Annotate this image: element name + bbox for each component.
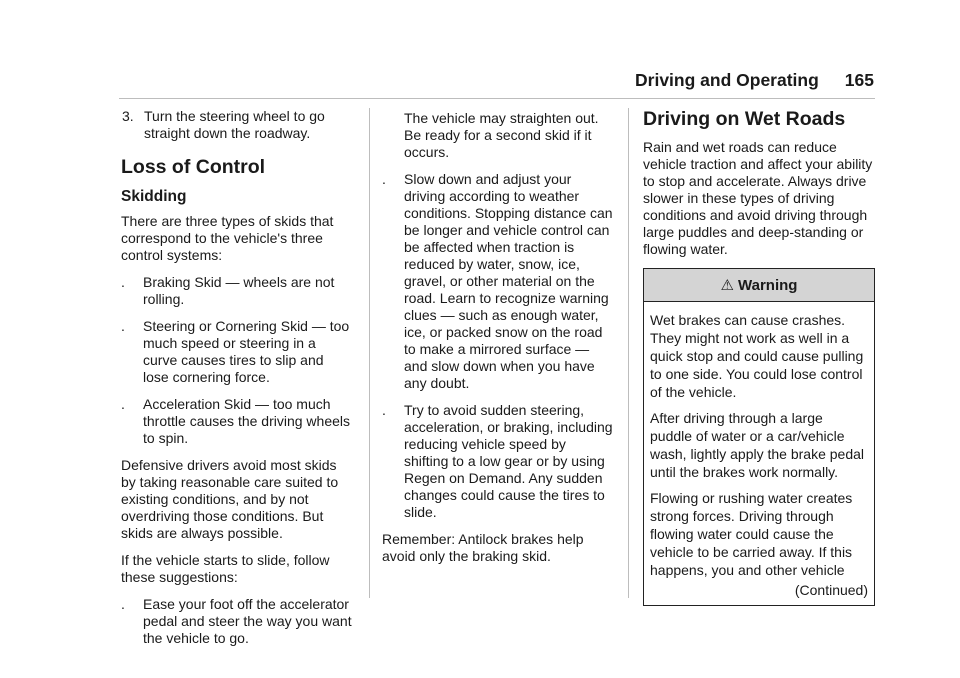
- continued-label: (Continued): [794, 582, 868, 598]
- bullet-mark: .: [121, 274, 125, 290]
- list-item-text: Acceleration Skid — too much throttle causes the driving wheels to spin.: [143, 396, 350, 446]
- list-item: [382, 402, 614, 521]
- warning-box: [643, 268, 875, 606]
- bullet-mark: .: [121, 596, 125, 612]
- list-item-text: Braking Skid — wheels are not rolling.: [143, 274, 335, 307]
- bullet-mark: .: [382, 171, 386, 187]
- step-number: 3.: [122, 108, 134, 124]
- column-3: [643, 108, 875, 606]
- list-item: [121, 318, 353, 386]
- slide-intro: If the vehicle starts to slide, follow these suggestions:: [121, 552, 330, 585]
- bullet-continuation: The vehicle may straighten out. Be ready for a second skid if it occurs.: [404, 110, 599, 160]
- warning-paragraph: Wet brakes can cause crashes. They might not work as well in a quick stop and could cause pulling to one side. You could lose control of the vehicle.: [650, 312, 864, 400]
- warning-body: [644, 302, 874, 605]
- list-item: [121, 596, 353, 647]
- subsection-title: Skidding: [121, 188, 187, 205]
- column-2: [382, 110, 614, 575]
- list-item-text: Steering or Cornering Skid — too much speed or steering in a curve causes tires to slip and lose cornering force.: [143, 318, 350, 385]
- section-title: Driving and Operating: [635, 70, 819, 90]
- step-text: Turn the steering wheel to go straight down the roadway.: [144, 108, 325, 141]
- antilock-note: Remember: Antilock brakes help avoid only the braking skid.: [382, 531, 584, 564]
- section-heading: Driving on Wet Roads: [643, 108, 846, 130]
- bullet-mark: .: [121, 318, 125, 334]
- list-item: [121, 396, 353, 447]
- column-1: [121, 108, 353, 657]
- list-item-text: Try to avoid sudden steering, acceleration, or braking, including reducing vehicle speed by shifting to a low gear or by using Regen on Demand. Any sudden changes could cause the tires to slide.: [404, 402, 613, 520]
- warning-paragraph: Flowing or rushing water creates strong forces. Driving through flowing water could cause the vehicle to be carried away. If this happens, you and other vehicle: [650, 490, 853, 578]
- wet-roads-intro: Rain and wet roads can reduce vehicle traction and affect your ability to stop and accelerate. Always drive slower in these types of driving conditions and avoid driving through large puddles and deep-standing or flowing water.: [643, 139, 873, 257]
- list-item-text: Slow down and adjust your driving according to weather conditions. Stopping distance can be longer and vehicle control can be affected when traction is reduced by water, snow, ice, gravel, or other material on the road. Learn to recognize warning clues — such as enough water, ice, or packed snow on the road to make a mirrored surface — and slow down when you have any doubt.: [404, 171, 613, 391]
- skid-intro: There are three types of skids that correspond to the vehicle's three control systems:: [121, 213, 334, 263]
- list-item: [382, 171, 614, 392]
- numbered-step: [121, 108, 353, 142]
- page-number: 165: [844, 70, 874, 90]
- bullet-mark: .: [382, 402, 386, 418]
- header-divider: [119, 98, 875, 99]
- warning-triangle-icon: ⚠: [720, 276, 734, 294]
- chapter-title: Loss of Control: [121, 156, 266, 178]
- list-item-text: Ease your foot off the accelerator pedal and steer the way you want the vehicle to go.: [143, 596, 352, 646]
- page-header: [0, 70, 874, 91]
- warning-header: [644, 269, 874, 302]
- list-item: [121, 274, 353, 308]
- column-divider-2: [628, 108, 629, 598]
- warning-label: Warning: [738, 276, 798, 294]
- bullet-mark: .: [121, 396, 125, 412]
- warning-paragraph: After driving through a large puddle of water or a car/vehicle wash, lightly apply the brake pedal until the brakes work normally.: [650, 410, 865, 480]
- defensive-paragraph: Defensive drivers avoid most skids by taking reasonable care suited to existing conditions, and by not overdriving those conditions. But skids are always possible.: [121, 457, 339, 541]
- column-divider-1: [369, 108, 370, 598]
